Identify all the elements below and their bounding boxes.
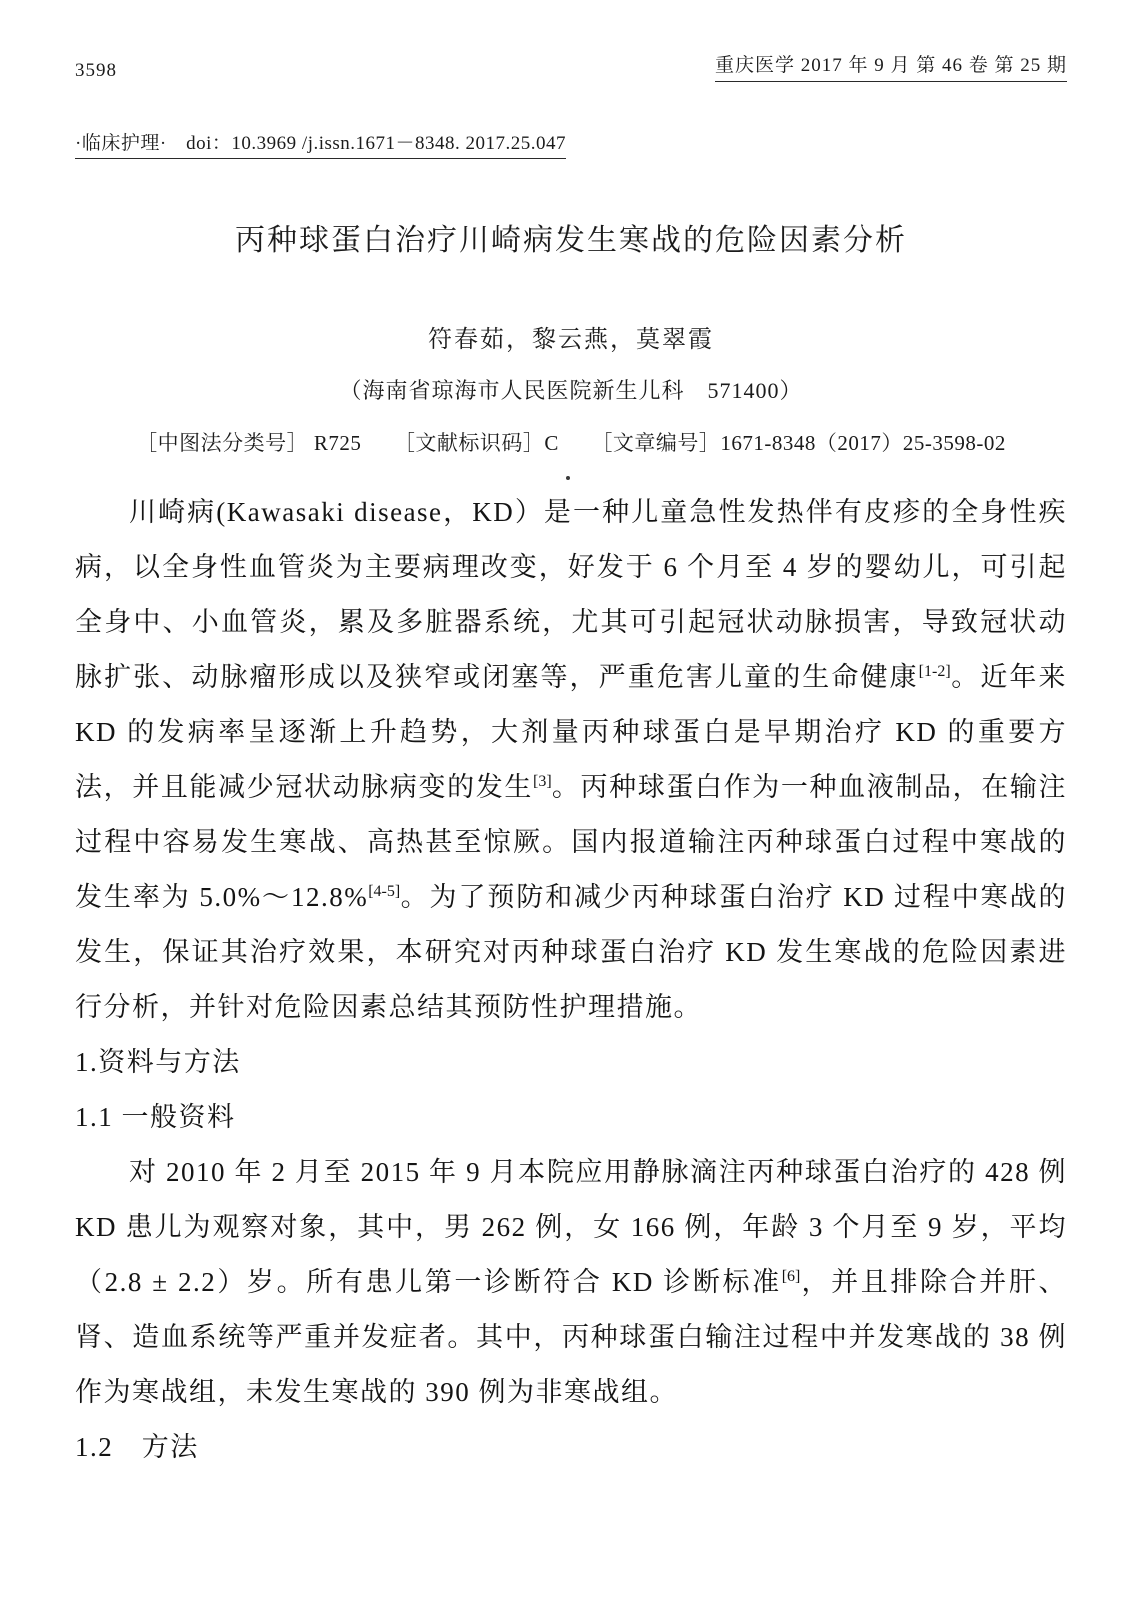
classification-line: ［中图法分类号］ R725 ［文献标识码］C ［文章编号］1671-8348（2017）25-3598-02 — [136, 431, 1006, 455]
subsection-heading-general-data: 1.1 一般资料 — [75, 1102, 236, 1132]
intro-text-3: 。丙种球蛋白作为一种血液制品，在输注过程中容易发生寒战、高热甚至惊厥。国内报道输注丙种球蛋白过程中寒战的发生率为 5.0%～12.8% — [75, 772, 1068, 912]
running-head — [75, 50, 1067, 82]
citation-ref-3: [3] — [533, 773, 552, 790]
citation-ref-6: [6] — [781, 1268, 801, 1285]
intro-text-4: 。为了预防和减少丙种球蛋白治疗 KD 过程中寒战的发生，保证其治疗效果，本研究对丙种球蛋白治疗 KD 发生寒战的危险因素进行分析，并针对危险因素总结其预防性护理措施。 — [75, 882, 1067, 1022]
subsection-heading-method: 1.2 方法 — [75, 1432, 199, 1462]
intro-paragraph — [75, 485, 1067, 1035]
section-heading-methods: 1.资料与方法 — [75, 1047, 241, 1077]
author-affiliation: （海南省琼海市人民医院新生儿科 571400） — [339, 378, 803, 403]
general-data-text-2: ，并且排除合并肝、肾、造血系统等严重并发症者。其中，丙种球蛋白输注过程中并发寒战的 38 例作为寒战组，未发生寒战的 390 例为非寒战组。 — [75, 1267, 1067, 1407]
intro-text-1: 川崎病(Kawasaki disease，KD）是一种儿童急性发热伴有皮疹的全身性疾病，以全身性血管炎为主要病理改变，好发于 6 个月至 4 岁的婴幼儿，可引起全身中、小血管炎，累及多脏器系统，尤其可引起冠状动脉损害，导致冠状动脉扩张、动脉瘤形成以及狭窄或闭塞等，严重危害儿童的生命健康 — [75, 497, 1067, 692]
column-doi-line: ·临床护理· doi：10.3969 /j.issn.1671－8348. 2017.25.047 — [75, 128, 566, 159]
citation-ref-1-2: [1-2] — [918, 663, 951, 680]
general-data-text-1: 对 2010 年 2 月至 2015 年 9 月本院应用静脉滴注丙种球蛋白治疗的 428 例 KD 患儿为观察对象，其中，男 262 例，女 166 例，年龄 3 个月至 9 岁，平均（2.8 ± 2.2）岁。所有患儿第一诊断符合 KD 诊断标准 — [75, 1157, 1067, 1297]
citation-ref-4-5: [4-5] — [368, 883, 401, 900]
intro-text-2: 。近年来 KD 的发病率呈逐渐上升趋势，大剂量丙种球蛋白是早期治疗 KD 的重要方法，并且能减少冠状动脉病变的发生 — [75, 662, 1068, 802]
stray-dot-mark — [566, 476, 570, 480]
author-names: 符春茹，黎云燕，莫翠霞 — [428, 327, 714, 353]
journal-issue-info: 重庆医学 2017 年 9 月 第 46 卷 第 25 期 — [715, 50, 1067, 82]
page-number: 3598 — [75, 60, 117, 81]
general-data-paragraph — [75, 1145, 1067, 1420]
article-body — [75, 485, 1067, 1475]
article-title: 丙种球蛋白治疗川崎病发生寒战的危险因素分析 — [235, 224, 907, 257]
